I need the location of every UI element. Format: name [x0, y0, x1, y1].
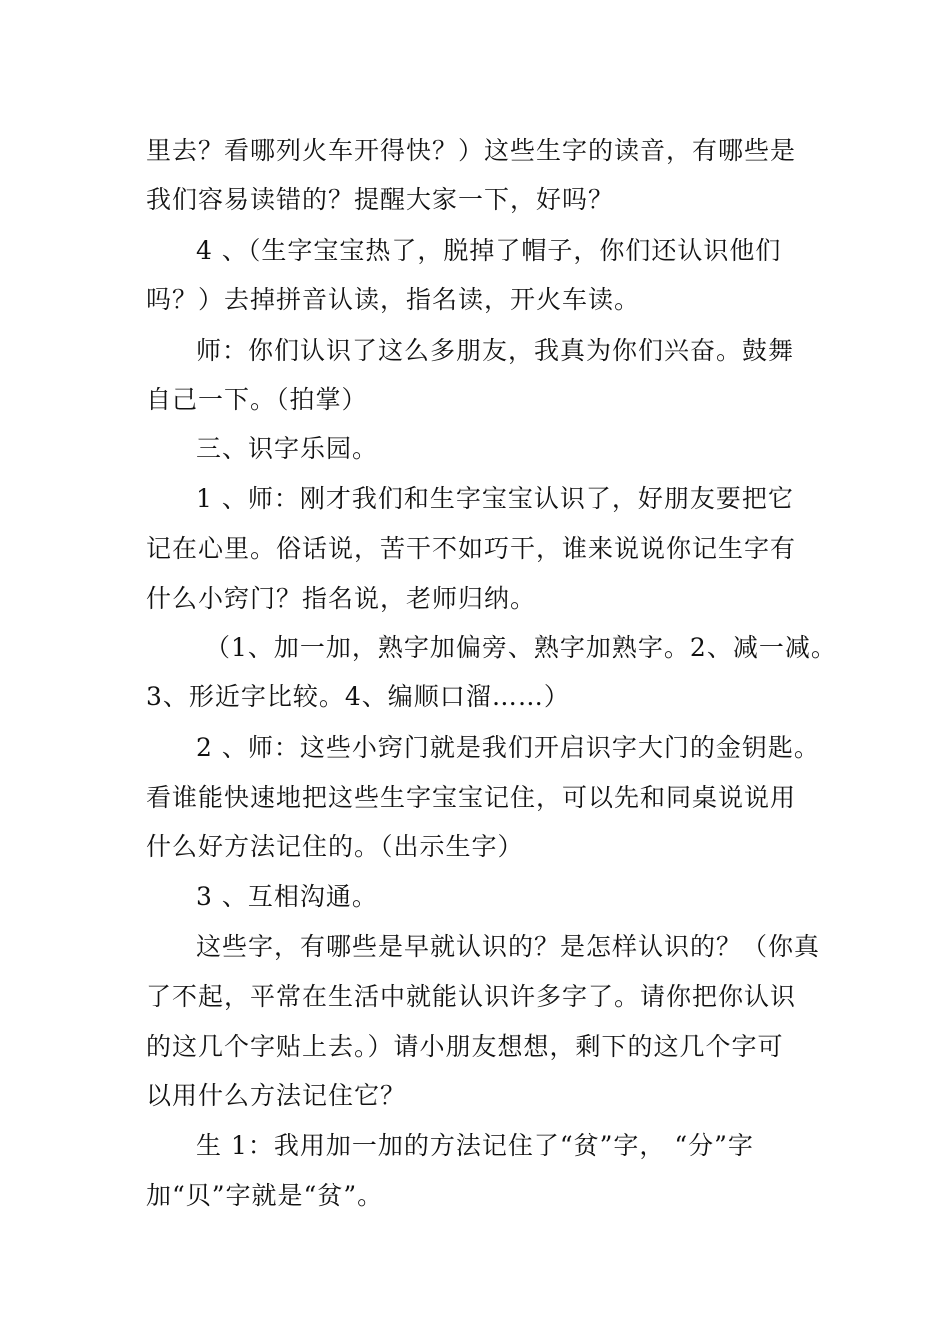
paragraph-line: 4 、（生字宝宝热了，脱掉了帽子，你们还认识他们 [196, 236, 782, 265]
paragraph-line: 吗？）去掉拼音认读，指名读，开火车读。 [146, 285, 641, 314]
paragraph-line: 里去？看哪列火车开得快？）这些生字的读音，有哪些是 [146, 136, 797, 165]
paragraph-line: 3 、互相沟通。 [196, 882, 378, 911]
paragraph-line: 自己一下。（拍掌） [146, 385, 368, 414]
paragraph-line: 我们容易读错的？提醒大家一下，好吗？ [146, 185, 615, 214]
paragraph-line: 以用什么方法记住它？ [146, 1081, 407, 1110]
section-heading: 三、识字乐园。 [196, 434, 379, 463]
paragraph-line: （1、加一加，熟字加偏旁、熟字加熟字。2、减一减。 [205, 633, 837, 662]
paragraph-line: 3、形近字比较。4、编顺口溜……） [146, 682, 570, 711]
paragraph-line: 的这几个字贴上去。）请小朋友想想，剩下的这几个字可 [146, 1032, 784, 1061]
paragraph-line: 加“贝”字就是“贫”。 [146, 1181, 384, 1210]
paragraph-line: 什么好方法记住的。（出示生字） [146, 832, 524, 861]
paragraph-line: 1 、师：刚才我们和生字宝宝认识了，好朋友要把它 [196, 484, 794, 513]
paragraph-line: 2 、师：这些小窍门就是我们开启识字大门的金钥匙。 [196, 733, 820, 762]
paragraph-line: 师：你们认识了这么多朋友，我真为你们兴奋。鼓舞 [196, 336, 795, 365]
paragraph-line: 记在心里。俗话说，苦干不如巧干，谁来说说你记生字有 [146, 534, 797, 563]
paragraph-line: 看谁能快速地把这些生字宝宝记住，可以先和同桌说说用 [146, 783, 797, 812]
paragraph-line: 这些字，有哪些是早就认识的？是怎样认识的？（你真 [196, 932, 821, 961]
paragraph-line: 什么小窍门？指名说，老师归纳。 [146, 584, 537, 613]
paragraph-line: 了不起，平常在生活中就能认识许多字了。请你把你认识 [146, 982, 797, 1011]
paragraph-line: 生 1：我用加一加的方法记住了“贫”字， “分”字 [196, 1131, 754, 1160]
